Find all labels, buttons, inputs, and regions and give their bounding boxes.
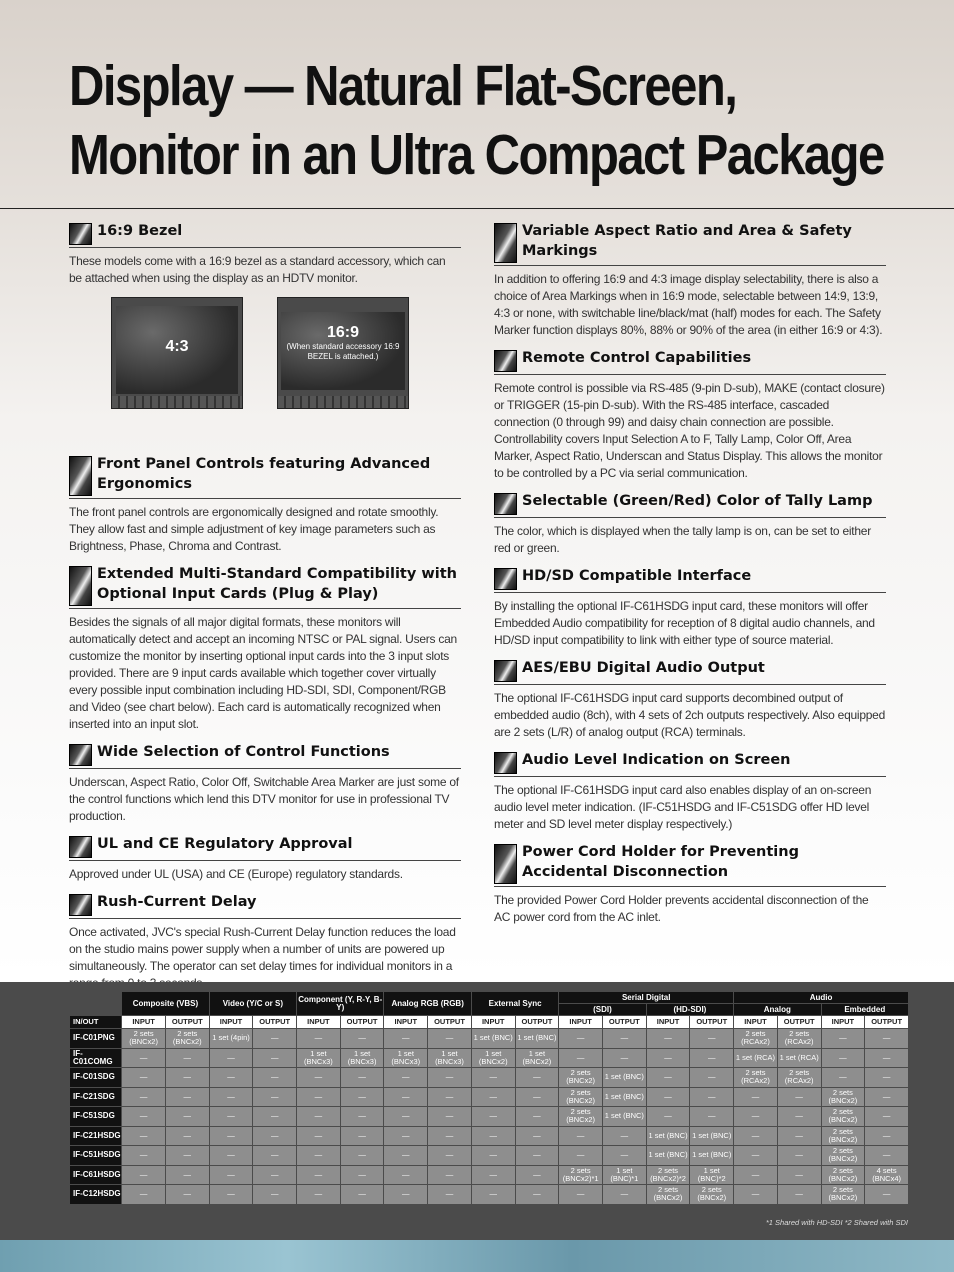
section-bezel xyxy=(69,222,461,287)
section-power-cord xyxy=(494,843,886,926)
decorative-photo-strip xyxy=(0,1240,954,1272)
section-marker-icon xyxy=(69,223,92,245)
table-cell: — xyxy=(253,1087,297,1107)
table-cell: — xyxy=(253,1029,297,1049)
table-cell: — xyxy=(690,1029,734,1049)
io-label: IN/OUT xyxy=(70,1016,122,1029)
section-control-functions xyxy=(69,743,461,825)
io-output-header: OUTPUT xyxy=(515,1016,559,1029)
section-header xyxy=(69,222,461,248)
model-name: IF-C51HSDG xyxy=(70,1146,122,1166)
table-cell: — xyxy=(340,1126,384,1146)
table-cell: — xyxy=(821,1068,865,1088)
io-output-header: OUTPUT xyxy=(865,1016,909,1029)
table-cell: — xyxy=(559,1126,603,1146)
table-cell: — xyxy=(777,1146,821,1166)
table-cell: — xyxy=(340,1165,384,1185)
table-cell: 1 set (BNCx3) xyxy=(297,1048,341,1068)
section-marker-icon xyxy=(494,568,517,590)
section-body: Remote control is possible via RS-485 (9-pin D-sub), MAKE (contact closure) or TRIGGER (15-pin D-sub). With the RS-485 interface, cascaded connection (0 through 99) and daisy chain connection are possible. Controllability covers Input Selection A to F, Tally Lamp, Color Off, Area Marker, Aspect Ratio, Underscan and Status Display. This allows the monitor to be controlled by a PC via serial communication. xyxy=(494,381,885,480)
table-cell: 1 set (BNC) xyxy=(646,1126,690,1146)
table-cell: 2 sets (RCAx2) xyxy=(777,1068,821,1088)
table-row xyxy=(70,1087,909,1107)
table-corner xyxy=(70,992,122,1016)
table-cell: — xyxy=(515,1165,559,1185)
table-row xyxy=(70,1165,909,1185)
table-cell: — xyxy=(690,1048,734,1068)
section-aspect-ratio xyxy=(494,222,886,339)
table-cell: — xyxy=(340,1068,384,1088)
io-input-header: INPUT xyxy=(471,1016,515,1029)
page-title-line-1: Display — Natural Flat-Screen, xyxy=(69,54,737,118)
section-body: Besides the signals of all major digital formats, these monitors will automatically detect and accept an incoming NTSC or PAL signal. Users can customize the monitor by inserting optional input cards into the 3 input slots provided. There are 9 input cards available which together cover virtually every possible input combination including HD-SDI, SDI, Component/RGB and Video (see chart below). Each card is automatically recognized when inserted into an input slot. xyxy=(69,615,457,731)
table-cell: 2 sets (BNCx2) xyxy=(690,1185,734,1205)
table-cell: — xyxy=(690,1107,734,1127)
table-cell: — xyxy=(734,1107,778,1127)
section-marker-icon xyxy=(69,566,92,606)
section-header xyxy=(69,743,461,769)
table-cell: — xyxy=(646,1107,690,1127)
section-marker-icon xyxy=(494,223,517,263)
table-cell: 2 sets (RCAx2) xyxy=(734,1029,778,1049)
table-cell: — xyxy=(515,1185,559,1205)
section-ul-ce xyxy=(69,835,461,883)
table-cell: 2 sets (BNCx2)*2 xyxy=(646,1165,690,1185)
table-cell: — xyxy=(297,1165,341,1185)
table-cell: — xyxy=(165,1165,209,1185)
group-video: Video (Y/C or S) xyxy=(209,992,296,1016)
title-band xyxy=(0,0,954,209)
io-input-header: INPUT xyxy=(209,1016,253,1029)
table-cell: — xyxy=(209,1165,253,1185)
group-external-sync: External Sync xyxy=(471,992,558,1016)
table-cell: — xyxy=(646,1087,690,1107)
table-cell: — xyxy=(253,1146,297,1166)
section-title: Variable Aspect Ratio and Area & Safety Markings xyxy=(522,223,852,259)
table-row xyxy=(70,1068,909,1088)
model-name: IF-C21HSDG xyxy=(70,1126,122,1146)
table-cell: — xyxy=(428,1107,472,1127)
section-title: HD/SD Compatible Interface xyxy=(522,568,752,584)
table-cell: — xyxy=(515,1107,559,1127)
subgroup-hdsdi: (HD-SDI) xyxy=(646,1004,733,1016)
right-column xyxy=(494,222,886,936)
section-body: The color, which is displayed when the tally lamp is on, can be set to either red or green. xyxy=(494,524,871,555)
section-body: The optional IF-C61HSDG input card supports decombined output of embedded audio (8ch), with 4 sets of 2ch outputs respectively. Also equipped are 2 sets (L/R) of analog output (RCA) terminals. xyxy=(494,691,886,739)
table-cell: — xyxy=(165,1185,209,1205)
table-cell: — xyxy=(384,1029,428,1049)
table-cell: — xyxy=(122,1146,166,1166)
table-cell: — xyxy=(602,1126,646,1146)
table-cell: — xyxy=(122,1048,166,1068)
table-cell: — xyxy=(559,1029,603,1049)
monitor-label: 4:3 xyxy=(165,338,189,355)
table-cell: 2 sets (BNCx2) xyxy=(821,1087,865,1107)
model-name: IF-C51SDG xyxy=(70,1107,122,1127)
table-cell: 2 sets (BNCx2) xyxy=(821,1146,865,1166)
monitor-controls-strip xyxy=(112,396,242,408)
table-cell: 1 set (BNC) xyxy=(602,1087,646,1107)
table-cell: — xyxy=(821,1048,865,1068)
table-cell: — xyxy=(471,1165,515,1185)
left-column xyxy=(69,222,461,1002)
section-title: Audio Level Indication on Screen xyxy=(522,752,791,768)
table-cell: — xyxy=(865,1048,909,1068)
table-cell: — xyxy=(471,1068,515,1088)
table-cell: — xyxy=(428,1185,472,1205)
section-marker-icon xyxy=(69,744,92,766)
io-input-header: INPUT xyxy=(734,1016,778,1029)
table-cell: 1 set (BNCx2) xyxy=(515,1048,559,1068)
table-cell: 1 set (RCA) xyxy=(777,1048,821,1068)
section-title: 16:9 Bezel xyxy=(97,223,183,239)
section-title: AES/EBU Digital Audio Output xyxy=(522,660,765,676)
table-cell: — xyxy=(734,1087,778,1107)
group-composite: Composite (VBS) xyxy=(122,992,209,1016)
table-cell: — xyxy=(777,1107,821,1127)
section-body: The optional IF-C61HSDG input card also enables display of an on-screen audio level meter indication. (IF-C51HSDG and IF-C51SDG offer HD level meter and SD level meter display respectively.) xyxy=(494,783,872,831)
table-cell: 1 set (BNC) xyxy=(471,1029,515,1049)
table-cell: — xyxy=(602,1029,646,1049)
section-body: Underscan, Aspect Ratio, Color Off, Switchable Area Marker are just some of the control functions which lend this DTV monitor for use in professional TV production. xyxy=(69,775,459,823)
table-cell: — xyxy=(165,1087,209,1107)
section-aes-ebu xyxy=(494,659,886,741)
table-cell: — xyxy=(297,1029,341,1049)
monitor-note: (When standard accessory 16:9 BEZEL is attached.) xyxy=(286,342,400,361)
table-cell: — xyxy=(777,1185,821,1205)
section-marker-icon xyxy=(494,844,517,884)
model-name: IF-C01PNG xyxy=(70,1029,122,1049)
table-cell: — xyxy=(515,1146,559,1166)
table-row xyxy=(70,1146,909,1166)
table-row xyxy=(70,1185,909,1205)
table-cell: 2 sets (BNCx2) xyxy=(559,1087,603,1107)
table-cell: 1 set (BNC) xyxy=(602,1068,646,1088)
section-header xyxy=(494,492,886,518)
table-cell: — xyxy=(340,1087,384,1107)
table-cell: — xyxy=(165,1146,209,1166)
table-cell: — xyxy=(384,1068,428,1088)
table-body xyxy=(70,1029,909,1205)
table-cell: 2 sets (BNCx2) xyxy=(559,1068,603,1088)
table-cell: — xyxy=(471,1126,515,1146)
table-cell: 1 set (BNCx2) xyxy=(471,1048,515,1068)
subgroup-analog: Analog xyxy=(734,1004,821,1016)
monitor-images xyxy=(69,297,461,437)
model-name: IF-C01SDG xyxy=(70,1068,122,1088)
table-cell: 1 set (BNC) xyxy=(646,1146,690,1166)
table-cell: — xyxy=(559,1146,603,1166)
table-cell: 1 set (BNCx3) xyxy=(428,1048,472,1068)
group-component: Component (Y, R-Y, B-Y) xyxy=(297,992,384,1016)
section-header xyxy=(494,567,886,593)
section-title: UL and CE Regulatory Approval xyxy=(97,836,353,852)
table-cell: — xyxy=(734,1185,778,1205)
table-row xyxy=(70,1029,909,1049)
table-cell: — xyxy=(384,1185,428,1205)
section-header xyxy=(494,751,886,777)
table-cell: — xyxy=(602,1048,646,1068)
table-cell: — xyxy=(515,1087,559,1107)
table-cell: 4 sets (BNCx4) xyxy=(865,1165,909,1185)
table-cell: — xyxy=(515,1126,559,1146)
table-cell: — xyxy=(428,1165,472,1185)
table-row xyxy=(70,1107,909,1127)
table-cell: — xyxy=(209,1087,253,1107)
section-hd-sd-interface xyxy=(494,567,886,649)
section-header xyxy=(69,835,461,861)
table-cell: — xyxy=(253,1126,297,1146)
table-cell: 1 set (4pin) xyxy=(209,1029,253,1049)
table-cell: — xyxy=(122,1165,166,1185)
table-cell: — xyxy=(122,1068,166,1088)
table-footnote: *1 Shared with HD-SDI *2 Shared with SDI xyxy=(765,1218,908,1227)
table-cell: 2 sets (RCAx2) xyxy=(777,1029,821,1049)
section-marker-icon xyxy=(69,456,92,496)
table-group-header-row xyxy=(70,992,909,1004)
monitor-4-3-image xyxy=(111,297,243,409)
input-card-spec-table xyxy=(69,991,909,1205)
table-cell: 1 set (RCA) xyxy=(734,1048,778,1068)
section-marker-icon xyxy=(494,660,517,682)
table-cell: — xyxy=(734,1146,778,1166)
table-cell: — xyxy=(209,1068,253,1088)
table-cell: 2 sets (BNCx2) xyxy=(821,1185,865,1205)
monitor-label: 16:9 xyxy=(326,324,360,341)
table-cell: 2 sets (BNCx2) xyxy=(821,1126,865,1146)
section-header xyxy=(494,222,886,266)
section-header xyxy=(494,659,886,685)
section-body: In addition to offering 16:9 and 4:3 image display selectability, there is also a choice of Area Markings when in 16:9 mode, selectable between 14:9, 13:9, 4:3 or none, with switchable line/black/mat (half) modes for each. The Safety Marker function displays 80%, 88% or 90% of the area (in either 16:9 or 4:3). xyxy=(494,272,883,337)
table-cell: — xyxy=(865,1185,909,1205)
table-cell: 1 set (BNCx3) xyxy=(384,1048,428,1068)
table-cell: — xyxy=(253,1068,297,1088)
group-audio: Audio xyxy=(734,992,909,1004)
section-title: Extended Multi-Standard Compatibility with Optional Input Cards (Plug & Play) xyxy=(97,566,457,602)
section-body: These models come with a 16:9 bezel as a standard accessory, which can be attached when using the display as an HDTV monitor. xyxy=(69,254,446,285)
table-io-row xyxy=(70,1016,909,1029)
io-input-header: INPUT xyxy=(384,1016,428,1029)
table-cell: — xyxy=(297,1068,341,1088)
table-cell: — xyxy=(297,1146,341,1166)
section-title: Front Panel Controls featuring Advanced Ergonomics xyxy=(97,456,431,492)
table-cell: — xyxy=(559,1185,603,1205)
section-rush-current xyxy=(69,893,461,992)
table-cell: — xyxy=(690,1087,734,1107)
section-body: Approved under UL (USA) and CE (Europe) regulatory standards. xyxy=(69,867,403,881)
table-cell: 1 set (BNC)*2 xyxy=(690,1165,734,1185)
table-cell: 2 sets (BNCx2) xyxy=(821,1107,865,1127)
table-cell: — xyxy=(777,1087,821,1107)
model-name: IF-C12HSDG xyxy=(70,1185,122,1205)
section-header xyxy=(69,565,461,609)
table-cell: — xyxy=(777,1165,821,1185)
table-cell: — xyxy=(297,1087,341,1107)
group-serial-digital: Serial Digital xyxy=(559,992,734,1004)
io-input-header: INPUT xyxy=(821,1016,865,1029)
table-cell: — xyxy=(253,1107,297,1127)
table-row xyxy=(70,1126,909,1146)
table-row xyxy=(70,1048,909,1068)
table-cell: — xyxy=(602,1146,646,1166)
section-tally-lamp xyxy=(494,492,886,557)
section-header xyxy=(494,843,886,887)
section-audio-level xyxy=(494,751,886,833)
table-cell: — xyxy=(734,1165,778,1185)
model-name: IF-C61HSDG xyxy=(70,1165,122,1185)
table-cell: — xyxy=(122,1087,166,1107)
io-output-header: OUTPUT xyxy=(602,1016,646,1029)
table-cell: — xyxy=(821,1029,865,1049)
table-cell: — xyxy=(253,1048,297,1068)
table-cell: — xyxy=(428,1126,472,1146)
table-cell: — xyxy=(865,1146,909,1166)
section-title: Selectable (Green/Red) Color of Tally Lamp xyxy=(522,493,873,509)
section-marker-icon xyxy=(494,752,517,774)
table-cell: — xyxy=(428,1029,472,1049)
table-cell: — xyxy=(471,1146,515,1166)
table-cell: — xyxy=(559,1048,603,1068)
table-cell: — xyxy=(646,1029,690,1049)
table-cell: — xyxy=(340,1029,384,1049)
table-cell: — xyxy=(471,1087,515,1107)
section-multi-standard xyxy=(69,565,461,733)
table-cell: — xyxy=(515,1068,559,1088)
table-cell: — xyxy=(384,1146,428,1166)
table-cell: — xyxy=(602,1185,646,1205)
section-marker-icon xyxy=(69,894,92,916)
section-title: Rush-Current Delay xyxy=(97,894,257,910)
table-cell: 1 set (BNC)*1 xyxy=(602,1165,646,1185)
subgroup-embedded: Embedded xyxy=(821,1004,908,1016)
table-cell: — xyxy=(384,1087,428,1107)
table-cell: — xyxy=(734,1126,778,1146)
table-cell: — xyxy=(209,1146,253,1166)
io-output-header: OUTPUT xyxy=(165,1016,209,1029)
table-cell: — xyxy=(209,1185,253,1205)
monitor-controls-strip xyxy=(278,396,408,408)
table-cell: — xyxy=(209,1107,253,1127)
table-cell: — xyxy=(297,1107,341,1127)
table-cell: — xyxy=(384,1107,428,1127)
table-cell: — xyxy=(209,1126,253,1146)
section-body: By installing the optional IF-C61HSDG input card, these monitors will offer Embedded Audio compatibility for reception of 8 digital audio channels, and HD/SD input compatibility to link with either type of source material. xyxy=(494,599,875,647)
io-output-header: OUTPUT xyxy=(428,1016,472,1029)
table-cell: 2 sets (BNCx2) xyxy=(165,1029,209,1049)
table-cell: — xyxy=(165,1048,209,1068)
table-cell: — xyxy=(297,1126,341,1146)
section-body: The provided Power Cord Holder prevents accidental disconnection of the AC power cord from the AC inlet. xyxy=(494,893,869,924)
table-cell: 2 sets (BNCx2) xyxy=(559,1107,603,1127)
table-cell: 2 sets (RCAx2) xyxy=(734,1068,778,1088)
io-input-header: INPUT xyxy=(122,1016,166,1029)
table-cell: — xyxy=(428,1087,472,1107)
table-cell: — xyxy=(865,1087,909,1107)
table-cell: 1 set (BNC) xyxy=(690,1146,734,1166)
model-name: IF-C21SDG xyxy=(70,1087,122,1107)
page-title xyxy=(69,52,884,190)
page-title-line-2: Monitor in an Ultra Compact Package xyxy=(69,123,884,187)
table-cell: 1 set (BNC) xyxy=(515,1029,559,1049)
table-cell: — xyxy=(340,1146,384,1166)
table-cell: — xyxy=(646,1048,690,1068)
table-cell: — xyxy=(428,1146,472,1166)
table-cell: 2 sets (BNCx2) xyxy=(821,1165,865,1185)
section-remote-control xyxy=(494,349,886,482)
io-output-header: OUTPUT xyxy=(690,1016,734,1029)
table-cell: — xyxy=(865,1107,909,1127)
table-cell: — xyxy=(209,1048,253,1068)
table-cell: — xyxy=(253,1185,297,1205)
table-cell: — xyxy=(865,1126,909,1146)
section-header xyxy=(494,349,886,375)
section-header xyxy=(69,455,461,499)
table-cell: — xyxy=(471,1107,515,1127)
io-output-header: OUTPUT xyxy=(777,1016,821,1029)
table-cell: — xyxy=(384,1126,428,1146)
section-front-panel xyxy=(69,455,461,555)
table-cell: — xyxy=(384,1165,428,1185)
section-title: Power Cord Holder for Preventing Accidental Disconnection xyxy=(522,844,799,880)
table-cell: — xyxy=(340,1185,384,1205)
io-input-header: INPUT xyxy=(297,1016,341,1029)
table-cell: 1 set (BNC) xyxy=(602,1107,646,1127)
table-cell: — xyxy=(428,1068,472,1088)
section-header xyxy=(69,893,461,919)
monitor-screen xyxy=(281,312,405,390)
table-cell: — xyxy=(122,1185,166,1205)
model-name: IF-C01COMG xyxy=(70,1048,122,1068)
monitor-16-9-image xyxy=(277,297,409,409)
section-body: The front panel controls are ergonomically designed and rotate smoothly. They allow fast and simple adjustment of key image parameters such as Brightness, Phase, Chroma and Contrast. xyxy=(69,505,439,553)
section-marker-icon xyxy=(69,836,92,858)
section-marker-icon xyxy=(494,493,517,515)
section-title: Remote Control Capabilities xyxy=(522,350,752,366)
table-cell: — xyxy=(122,1107,166,1127)
table-cell: — xyxy=(340,1107,384,1127)
table-cell: 1 set (BNC) xyxy=(690,1126,734,1146)
table-cell: 2 sets (BNCx2) xyxy=(122,1029,166,1049)
table-cell: — xyxy=(777,1126,821,1146)
table-cell: — xyxy=(165,1107,209,1127)
section-body: Once activated, JVC's special Rush-Current Delay function reduces the load on the studio mains power supply when a number of units are powered up simultaneously. The operator can set delay times for individual monitors in a xyxy=(69,925,456,973)
table-cell: — xyxy=(253,1165,297,1185)
io-output-header: OUTPUT xyxy=(253,1016,297,1029)
group-analog-rgb: Analog RGB (RGB) xyxy=(384,992,471,1016)
monitor-screen xyxy=(116,306,238,394)
table-cell: — xyxy=(690,1068,734,1088)
io-input-header: INPUT xyxy=(646,1016,690,1029)
table-cell: — xyxy=(646,1068,690,1088)
table-cell: — xyxy=(165,1126,209,1146)
table-cell: 2 sets (BNCx2) xyxy=(646,1185,690,1205)
table-cell: 2 sets (BNCx2)*1 xyxy=(559,1165,603,1185)
section-marker-icon xyxy=(494,350,517,372)
table-cell: — xyxy=(865,1068,909,1088)
table-cell: — xyxy=(865,1029,909,1049)
table-cell: 1 set (BNCx3) xyxy=(340,1048,384,1068)
section-title: Wide Selection of Control Functions xyxy=(97,744,390,760)
table-cell: — xyxy=(471,1185,515,1205)
table-cell: — xyxy=(122,1126,166,1146)
io-input-header: INPUT xyxy=(559,1016,603,1029)
io-output-header: OUTPUT xyxy=(340,1016,384,1029)
subgroup-sdi: (SDI) xyxy=(559,1004,646,1016)
table-cell: — xyxy=(165,1068,209,1088)
table-cell: — xyxy=(297,1185,341,1205)
